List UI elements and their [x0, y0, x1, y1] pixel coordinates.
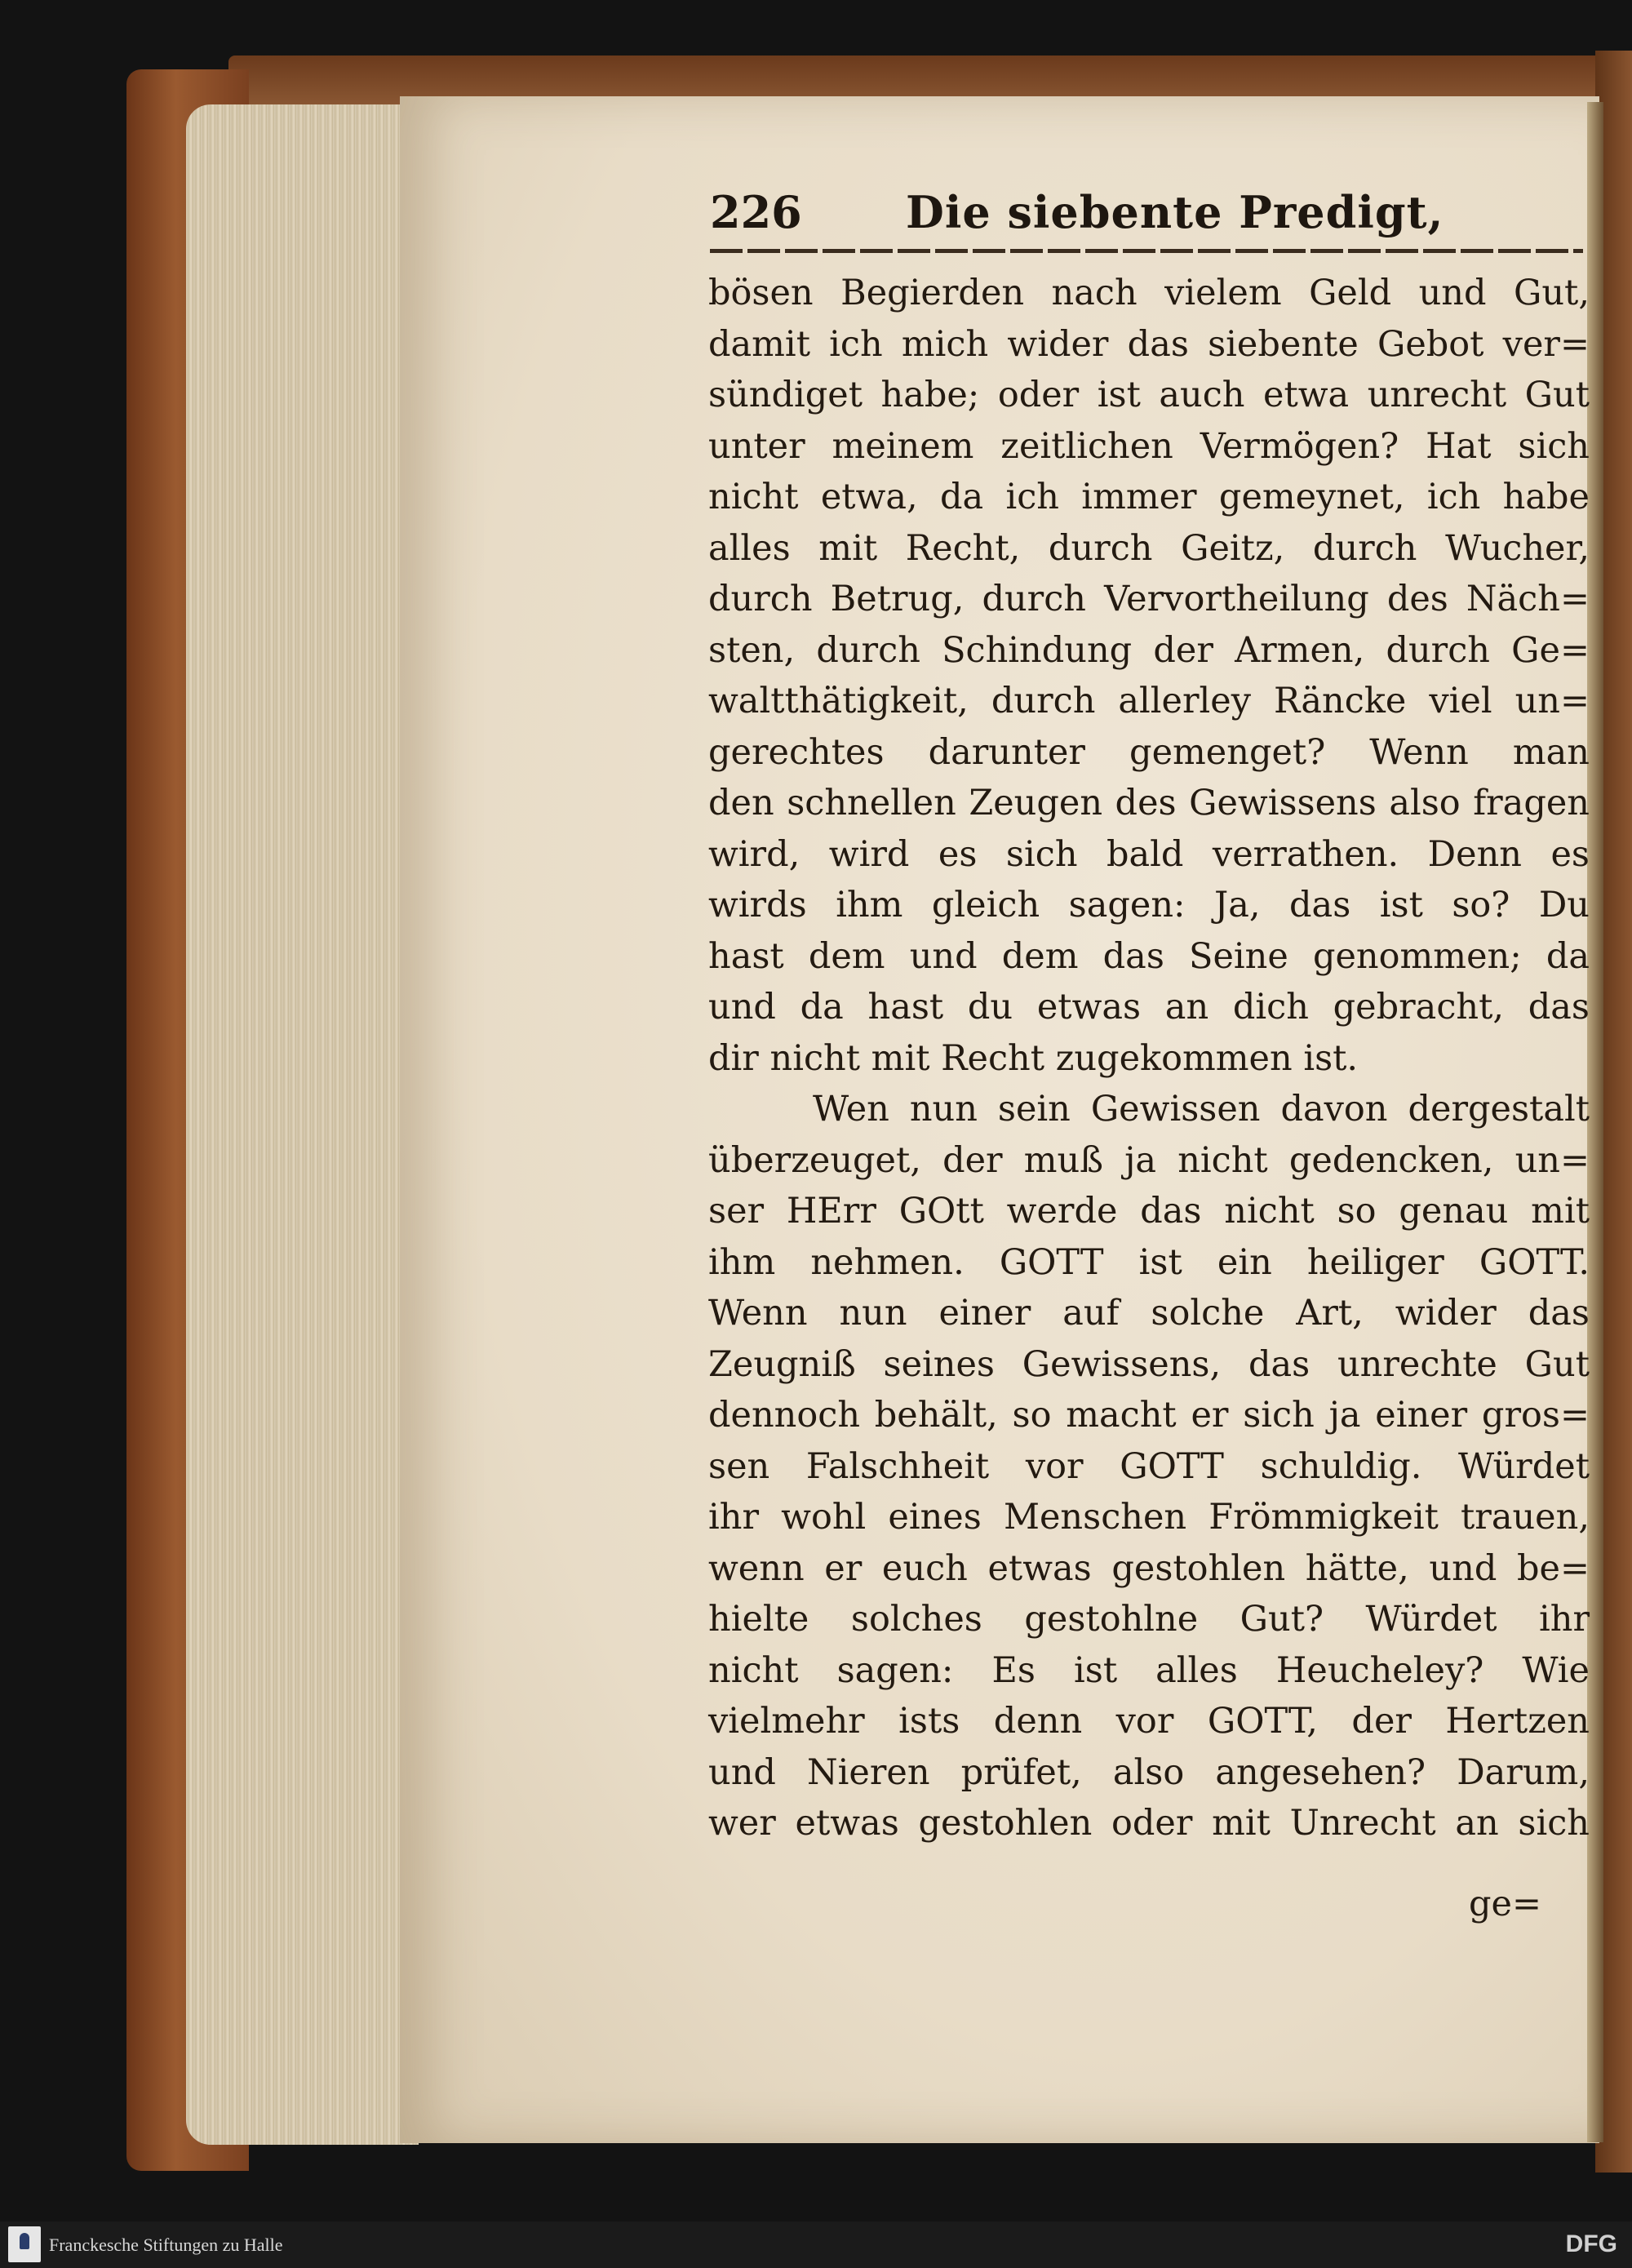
page-edges: [186, 104, 419, 2145]
dfg-logo: DFG: [1565, 2230, 1617, 2257]
text-line: und Nieren prüfet, also angesehen? Darum,: [708, 1751, 1590, 1793]
text-line: bösen Begierden nach vielem Geld und Gut,: [708, 273, 1590, 313]
francke-foundation-logo-icon: [8, 2226, 41, 2262]
catchword: ge=: [1469, 1884, 1542, 1924]
text-line: alles mit Recht, durch Geitz, durch Wucher,: [708, 527, 1590, 569]
text-line: den schnellen Zeugen des Gewissens also fragen: [708, 783, 1590, 823]
text-line: nicht sagen: Es ist alles Heucheley? Wie: [708, 1649, 1590, 1691]
body-text: [708, 268, 1590, 1849]
page-header: [710, 181, 1583, 246]
text-line: ser HErr GOtt werde das nicht so genau mit: [708, 1191, 1590, 1232]
text-line: Zeugniß seines Gewissens, das unrechte Gut: [708, 1343, 1590, 1385]
text-line: wenn er euch etwas gestohlen hätte, und be=: [708, 1547, 1590, 1589]
text-line: ihr wohl eines Menschen Frömmigkeit trauen,: [708, 1497, 1590, 1538]
text-line: waltthätigkeit, durch allerley Räncke viel un=: [708, 681, 1590, 721]
text-line: und da hast du etwas an dich gebracht, das: [708, 987, 1590, 1027]
text-line: nicht etwa, da ich immer gemeynet, ich habe: [708, 477, 1590, 517]
institution-name: Franckesche Stiftungen zu Halle: [49, 2235, 283, 2255]
header-rule: [710, 249, 1583, 253]
text-line: sündiget habe; oder ist auch etwa unrecht Gut: [708, 375, 1590, 415]
text-line: sen Falschheit vor GOTT schuldig. Würdet: [708, 1445, 1590, 1487]
text-line: unter meinem zeitlichen Vermögen? Hat sich: [708, 425, 1590, 467]
text-line: damit ich mich wider das siebente Gebot ver=: [708, 323, 1590, 365]
page-number: 226: [710, 186, 802, 238]
text-line: wer etwas gestohlen oder mit Unrecht an sich: [708, 1803, 1590, 1844]
text-line: sten, durch Schindung der Armen, durch Ge=: [708, 629, 1590, 671]
text-line: hielte solches gestohlne Gut? Würdet ihr: [708, 1599, 1590, 1640]
text-line: dir nicht mit Recht zugekommen ist.: [708, 1037, 1359, 1079]
viewer-footer: [0, 2221, 1632, 2268]
text-line: wirds ihm gleich sagen: Ja, das ist so? Du: [708, 885, 1590, 925]
text-line: dennoch behält, so macht er sich ja einer gros=: [708, 1395, 1590, 1436]
text-line: durch Betrug, durch Vervortheilung des Näch=: [708, 579, 1590, 619]
text-line: Wen nun sein Gewissen davon dergestalt: [813, 1089, 1590, 1130]
text-line: gerechtes darunter gemenget? Wenn man: [708, 731, 1590, 773]
text-line: hast dem und dem das Seine genommen; da: [708, 935, 1590, 977]
text-line: wird, wird es sich bald verrathen. Denn es: [708, 833, 1590, 875]
text-line: Wenn nun einer auf solche Art, wider das: [708, 1293, 1590, 1334]
book-gutter: [1587, 102, 1603, 2142]
running-title: Die siebente Predigt,: [906, 186, 1444, 238]
text-line: vielmehr ists denn vor GOTT, der Hertzen: [708, 1701, 1590, 1742]
text-line: überzeuget, der muß ja nicht gedencken, un=: [708, 1139, 1590, 1181]
text-line: ihm nehmen. GOTT ist ein heiliger GOTT.: [708, 1241, 1590, 1283]
